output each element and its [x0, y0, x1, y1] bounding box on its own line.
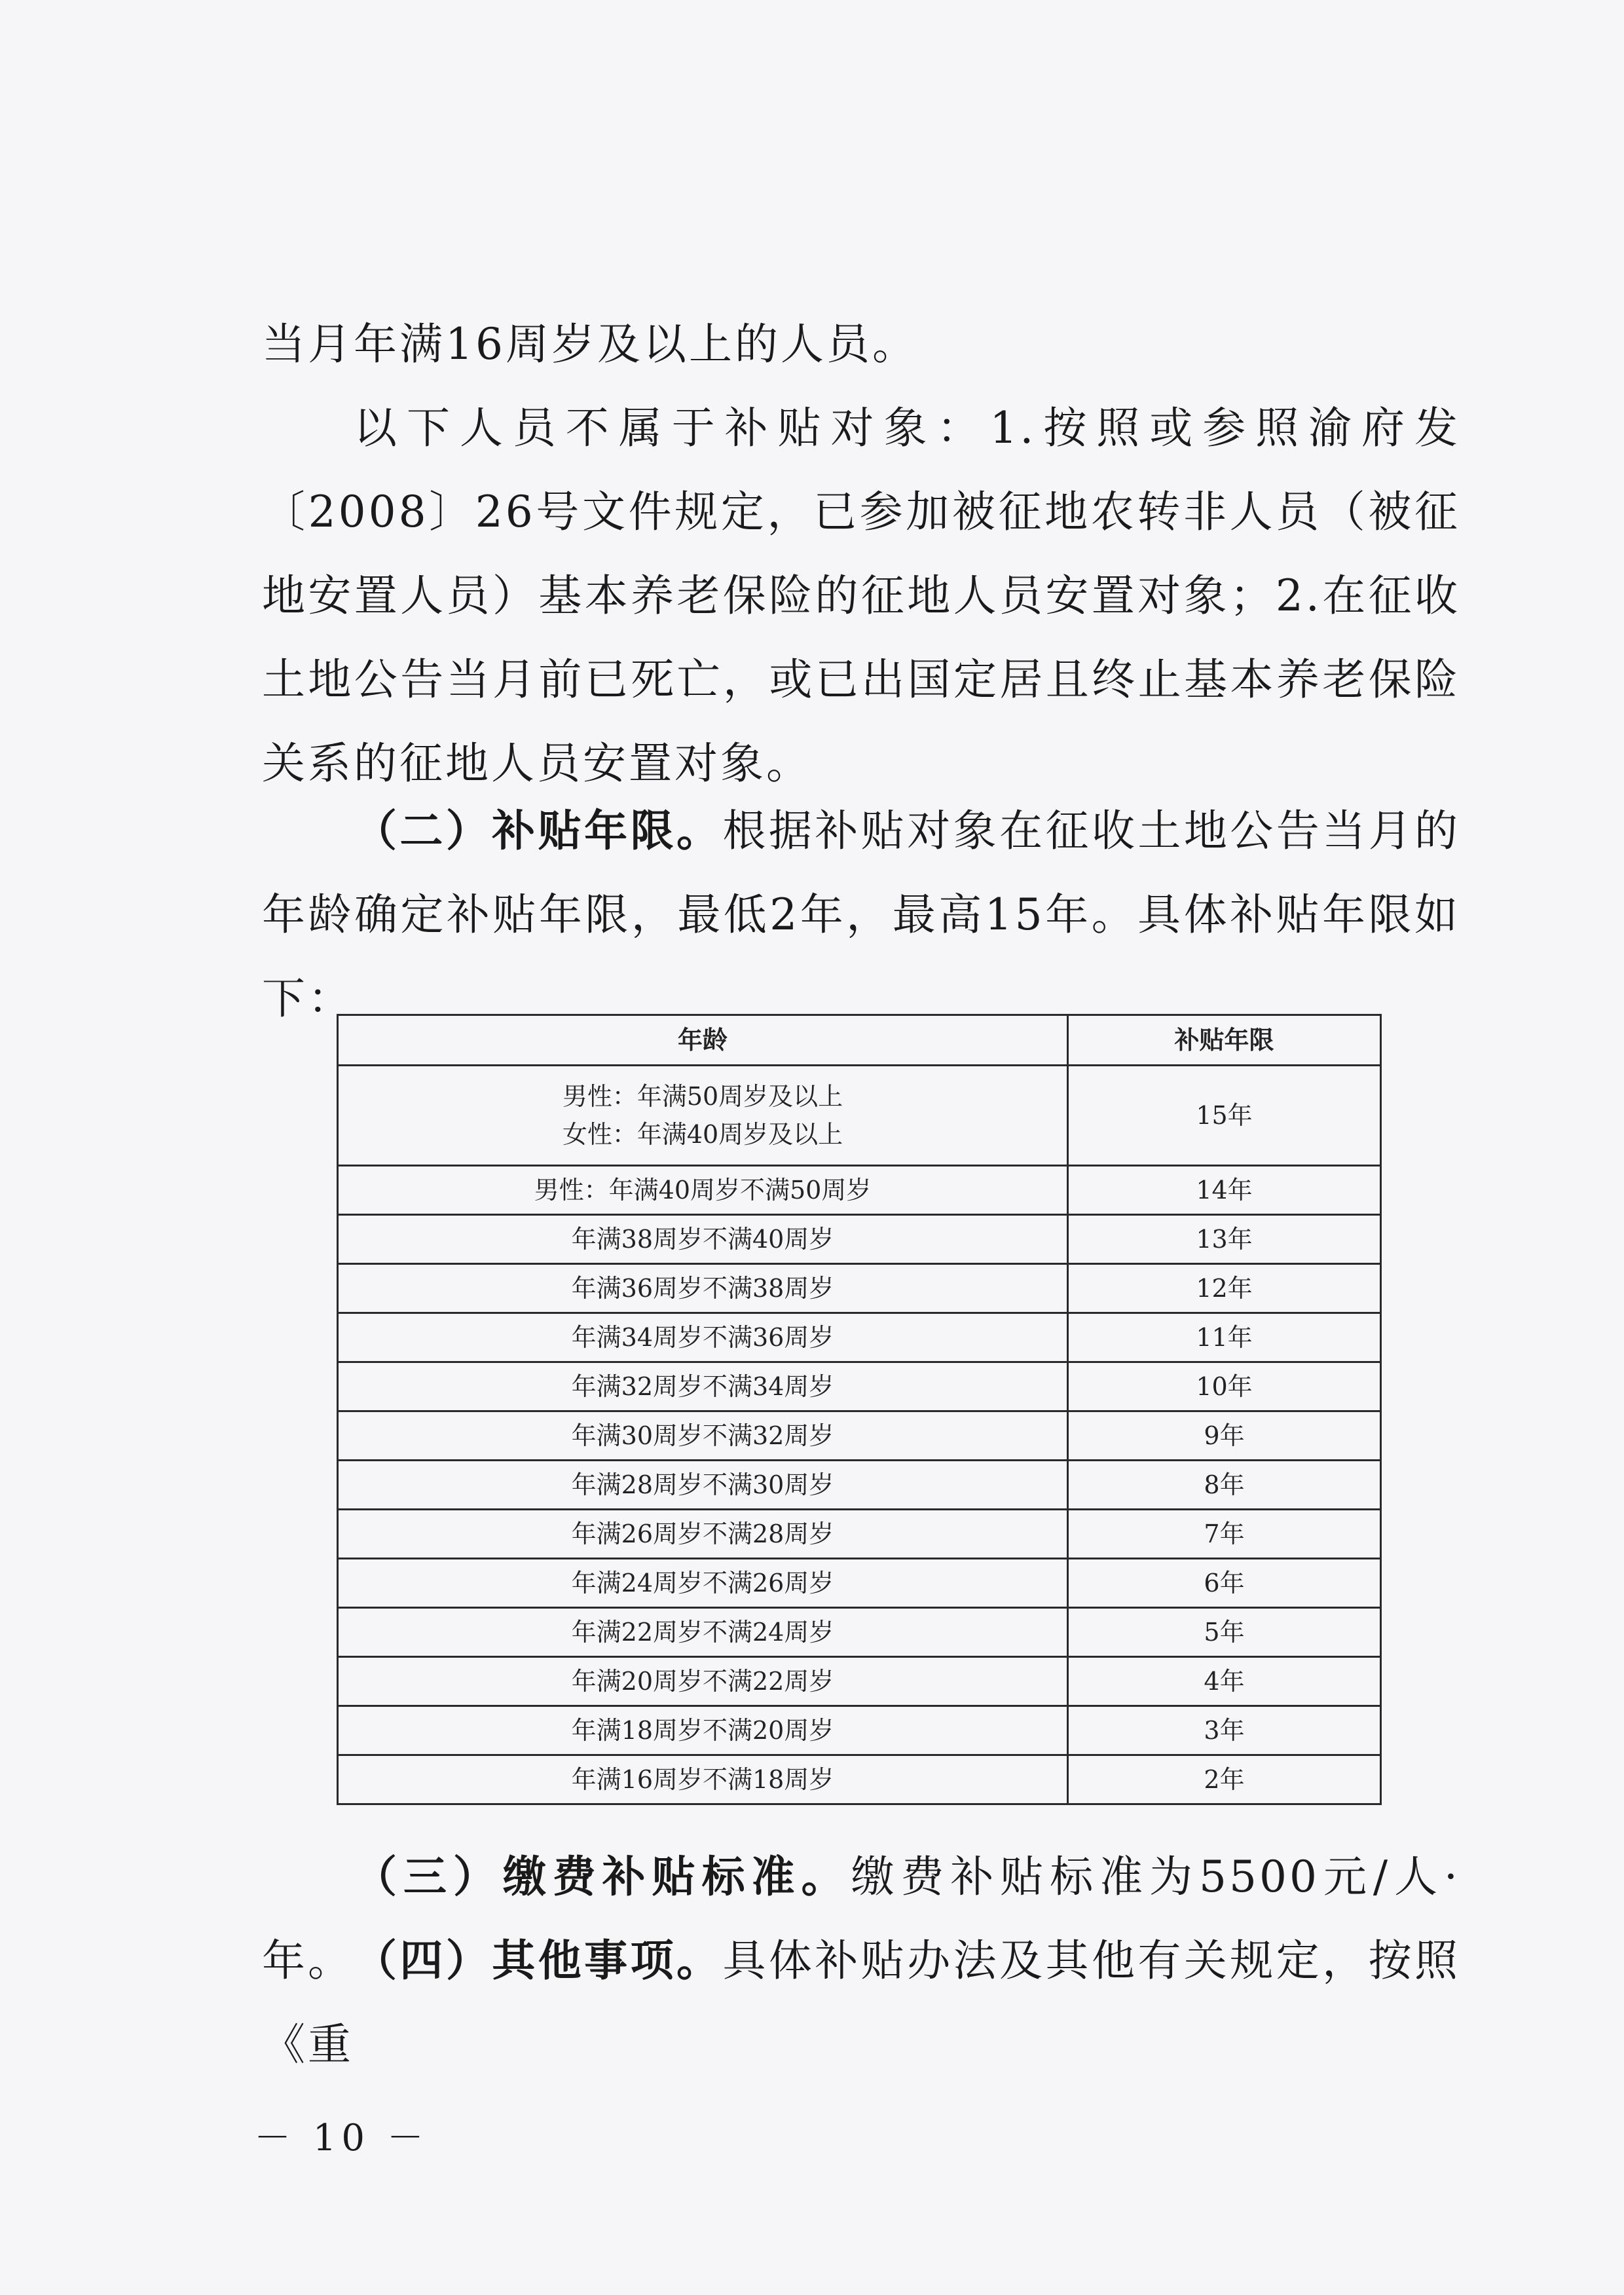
years-cell: 7年 [1068, 1510, 1381, 1559]
years-cell: 2年 [1068, 1755, 1381, 1804]
age-cell: 年满28周岁不满30周岁 [338, 1461, 1068, 1510]
years-cell: 13年 [1068, 1215, 1381, 1264]
age-cell: 男性：年满40周岁不满50周岁 [338, 1166, 1068, 1215]
section-body-other-matters: 具体补贴办法及其他有关规定，按照《重 [262, 1935, 1461, 2070]
years-cell: 10年 [1068, 1362, 1381, 1411]
paragraph-other-matters [262, 1919, 1460, 2087]
paragraph-excluded-persons: 以下人员不属于补贴对象：1.按照或参照渝府发〔2008〕26号文件规定，已参加被征地农转非人员（被征地安置人员）基本养老保险的征地人员安置对象；2.在征收土地公告当月前已死亡，或已出国定居且终止基本养老保险关系的征地人员安置对象。 [262, 403, 1460, 789]
table-row [338, 1755, 1381, 1804]
column-header-age: 年龄 [338, 1015, 1068, 1066]
years-cell: 9年 [1068, 1411, 1381, 1461]
age-cell [338, 1066, 1068, 1166]
years-cell: 14年 [1068, 1166, 1381, 1215]
years-cell: 8年 [1068, 1461, 1381, 1510]
section-heading-subsidy-years: （二）补贴年限。 [354, 806, 723, 856]
subsidy-years-table [337, 1014, 1382, 1805]
age-cell: 年满36周岁不满38周岁 [338, 1264, 1068, 1313]
table-row [338, 1411, 1381, 1461]
age-cell: 年满22周岁不满24周岁 [338, 1608, 1068, 1657]
age-cell: 年满32周岁不满34周岁 [338, 1362, 1068, 1411]
age-cell: 年满18周岁不满20周岁 [338, 1706, 1068, 1755]
years-cell: 12年 [1068, 1264, 1381, 1313]
table-header-row [338, 1015, 1381, 1066]
age-cell: 年满34周岁不满36周岁 [338, 1313, 1068, 1362]
table-row [338, 1264, 1381, 1313]
paragraph-subsidy-years [262, 789, 1460, 1041]
table-row [338, 1657, 1381, 1706]
years-cell: 5年 [1068, 1608, 1381, 1657]
age-cell: 年满20周岁不满22周岁 [338, 1657, 1068, 1706]
section-heading-payment-standard: （三）缴费补贴标准。 [354, 1852, 851, 1902]
table-row [338, 1706, 1381, 1755]
age-cell: 年满16周岁不满18周岁 [338, 1755, 1068, 1804]
table-row [338, 1608, 1381, 1657]
section-heading-other-matters: （四）其他事项。 [354, 1935, 723, 1986]
years-cell: 4年 [1068, 1657, 1381, 1706]
years-cell: 11年 [1068, 1313, 1381, 1362]
paragraph-subsidy-eligibility-end: 当月年满16周岁及以上的人员。 [262, 319, 918, 369]
years-cell: 15年 [1068, 1066, 1381, 1166]
table-row [338, 1066, 1381, 1166]
table-row [338, 1559, 1381, 1608]
table-row [338, 1313, 1381, 1362]
table-row [338, 1362, 1381, 1411]
age-line-female: 女性：年满40周岁及以上 [562, 1120, 843, 1149]
table-row [338, 1215, 1381, 1264]
table-row [338, 1510, 1381, 1559]
section-body-payment-standard: 缴费补贴标准为5500元/人·年。 [262, 1852, 1460, 1986]
page-number: － 10 － [254, 2117, 429, 2159]
age-cell: 年满30周岁不满32周岁 [338, 1411, 1068, 1461]
section-body-subsidy-years: 根据补贴对象在征收土地公告当月的年龄确定补贴年限，最低2年，最高15年。具体补贴年限如下： [262, 806, 1461, 1024]
years-cell: 3年 [1068, 1706, 1381, 1755]
years-cell: 6年 [1068, 1559, 1381, 1608]
table-row [338, 1166, 1381, 1215]
age-cell: 年满26周岁不满28周岁 [338, 1510, 1068, 1559]
age-cell: 年满38周岁不满40周岁 [338, 1215, 1068, 1264]
age-cell: 年满24周岁不满26周岁 [338, 1559, 1068, 1608]
table-row [338, 1461, 1381, 1510]
age-line-male: 男性：年满50周岁及以上 [562, 1082, 843, 1111]
column-header-subsidy-years: 补贴年限 [1068, 1015, 1381, 1066]
